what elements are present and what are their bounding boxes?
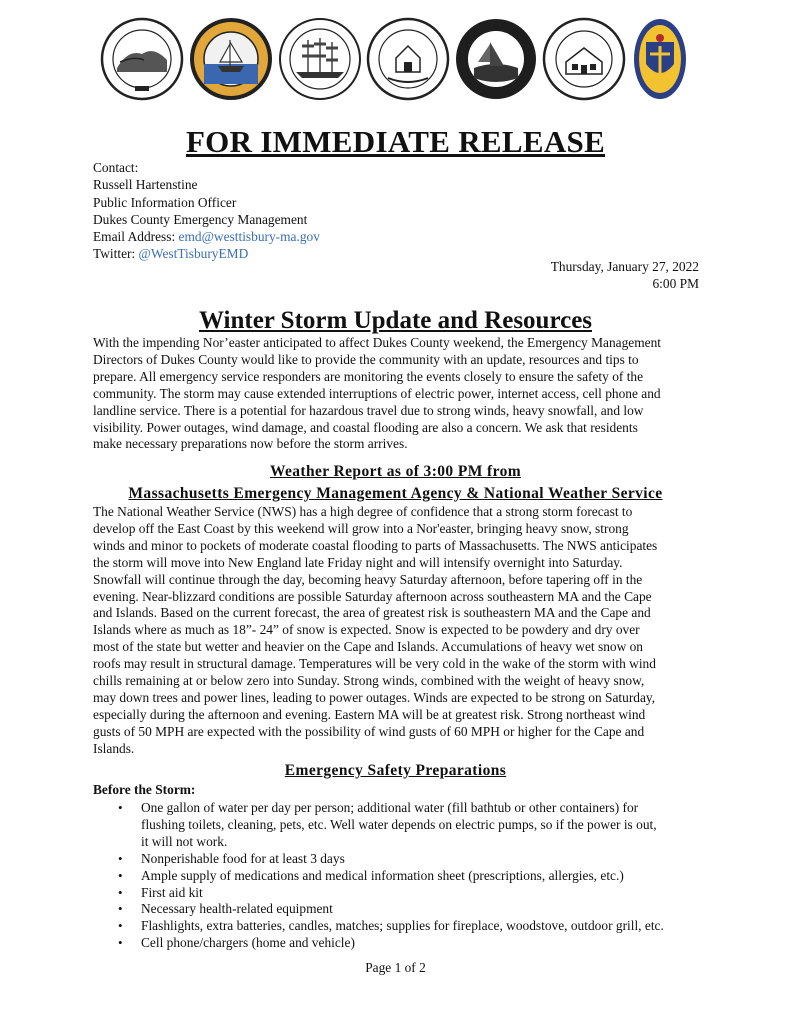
list-item-line: • Nonperishable food for at least 3 days (141, 850, 345, 866)
paragraph-line: may down trees and power lines, leading to power outages. Winds are expected to be strong on Saturday, (93, 689, 656, 705)
list-item (93, 851, 703, 868)
oak-bluffs-seal (366, 16, 450, 102)
paragraph-line: develop off the East Coast by this weekend will grow into a Nor'easter, bringing heavy snow, strong (93, 520, 629, 536)
list-item-line: • Cell phone/chargers (home and vehicle) (141, 935, 355, 951)
paragraph-line: winds and minor to pockets of moderate coastal flooding to parts of Massachusetts. The NWS anticipates (93, 537, 658, 553)
contact-name: Russell Hartenstine (93, 177, 198, 193)
paragraph-line: visibility. Power outages, wind damage, and coastal flooding are also a concern. We ask that residents (93, 419, 638, 435)
release-time: 6:00 PM (652, 276, 699, 291)
list-item (93, 901, 703, 918)
paragraph-line: prepare. All emergency service responders are monitoring the events closely to ensure the safety of the (93, 368, 644, 384)
contact-label: Contact: (93, 160, 139, 175)
list-item-line: • Necessary health-related equipment (141, 901, 333, 917)
contact-org: Dukes County Emergency Management (93, 211, 308, 227)
paragraph-line: the storm will move into New England late Friday night and will intensify overnight into Saturday. (93, 554, 623, 570)
paragraph-line: Islands. (93, 740, 135, 756)
contact-block (93, 159, 320, 263)
paragraph-line: Directors of Dukes County would like to provide the community with an update, resources and tips to (93, 351, 639, 367)
paragraph-line: chills remaining at or below zero into Sunday. Strong winds, combined with the weight of heavy snow, (93, 673, 645, 689)
safety-heading: Emergency Safety Preparations (284, 762, 507, 779)
paragraph-line: landline service. There is a potential for hazardous travel due to strong winds, heavy snowfall, and low (93, 402, 644, 418)
release-title: FOR IMMEDIATE RELEASE (185, 124, 606, 159)
west-tisbury-seal (542, 16, 626, 102)
before-storm-label: Before the Storm: (93, 782, 196, 797)
preparation-list (93, 800, 703, 952)
dateline (551, 258, 699, 292)
email-label: Email Address: (93, 229, 179, 245)
list-item-line: it will not work. (141, 833, 228, 849)
paragraph-line: make necessary preparations now before the storm arrives. (93, 436, 408, 452)
paragraph-line: Islands where as much as 18”- 24” of snow is expected. Snow is expected to be powdery and dry over (93, 622, 640, 638)
list-item (93, 885, 703, 902)
twitter-line (93, 245, 320, 262)
email-link[interactable]: emd@westtisbury-ma.gov (178, 229, 320, 245)
list-item (93, 918, 703, 935)
edgartown-seal (278, 16, 362, 102)
paragraph-line: The National Weather Service (NWS) has a high degree of confidence that a strong storm forecast to (93, 504, 633, 519)
weather-source-heading: Massachusetts Emergency Management Agency & National Weather Service (128, 485, 663, 502)
dukes-county-seal (632, 16, 688, 102)
paragraph-line: community. The storm may cause extended interruptions of electric power, internet access, cell phone and (93, 385, 661, 401)
chilmark-seal (188, 16, 274, 102)
list-item (93, 868, 703, 885)
tisbury-seal (454, 16, 538, 102)
weather-paragraph (93, 504, 699, 758)
twitter-link[interactable]: @WestTisburyEMD (138, 246, 249, 262)
list-item-line: • Flashlights, extra batteries, candles, matches; supplies for fireplace, woodstove, outdoor grill, etc. (141, 918, 664, 934)
paragraph-line: roofs may result in structural damage. Temperatures will be very cold in the wake of the storm with wind (93, 656, 656, 672)
list-item (93, 935, 703, 952)
paragraph-line: Snowfall will continue through the day, becoming heavy Saturday afternoon, before tapering off in the (93, 571, 643, 587)
main-title: Winter Storm Update and Resources (198, 307, 593, 334)
paragraph-line: With the impending Nor’easter anticipated to affect Dukes County weekend, the Emergency Management (93, 335, 662, 350)
twitter-label: Twitter: (93, 246, 139, 262)
paragraph-line: evening. Near-blizzard conditions are possible Saturday afternoon across southeastern MA and the Cape (93, 588, 652, 604)
list-item (93, 800, 703, 851)
list-item-line: flushing toilets, cleaning, pets, etc. Well water depends on electric pumps, so if the power is out, (141, 816, 657, 832)
paragraph-line: gusts of 50 MPH are expected with the possibility of wind gusts of 60 MPH or higher for the Cape and (93, 723, 645, 739)
email-line (93, 228, 320, 245)
page-number: Page 1 of 2 (365, 960, 426, 975)
town-of-aquinnah-seal (100, 16, 184, 102)
contact-title: Public Information Officer (93, 194, 237, 210)
paragraph-line: especially during the afternoon and evening. Eastern MA will be at greatest risk. Strong northeast wind (93, 706, 646, 722)
paragraph-line: most of the state but wetter and heavier on the Cape and Islands. Accumulations of heavy wet snow on (93, 639, 643, 655)
weather-heading: Weather Report as of 3:00 PM from (269, 463, 522, 480)
release-date: Thursday, January 27, 2022 (550, 259, 699, 274)
list-item-line: • One gallon of water per day per person; additional water (fill bathtub or other containers) for (141, 800, 639, 815)
list-item-line: • Ample supply of medications and medical information sheet (prescriptions, allergies, etc.) (141, 867, 624, 883)
list-item-line: • First aid kit (141, 884, 203, 900)
town-seals-row (96, 16, 686, 104)
paragraph-line: and Islands. Based on the current forecast, the area of greatest risk is southeastern MA and the Cape and (93, 605, 651, 621)
intro-paragraph (93, 335, 699, 453)
